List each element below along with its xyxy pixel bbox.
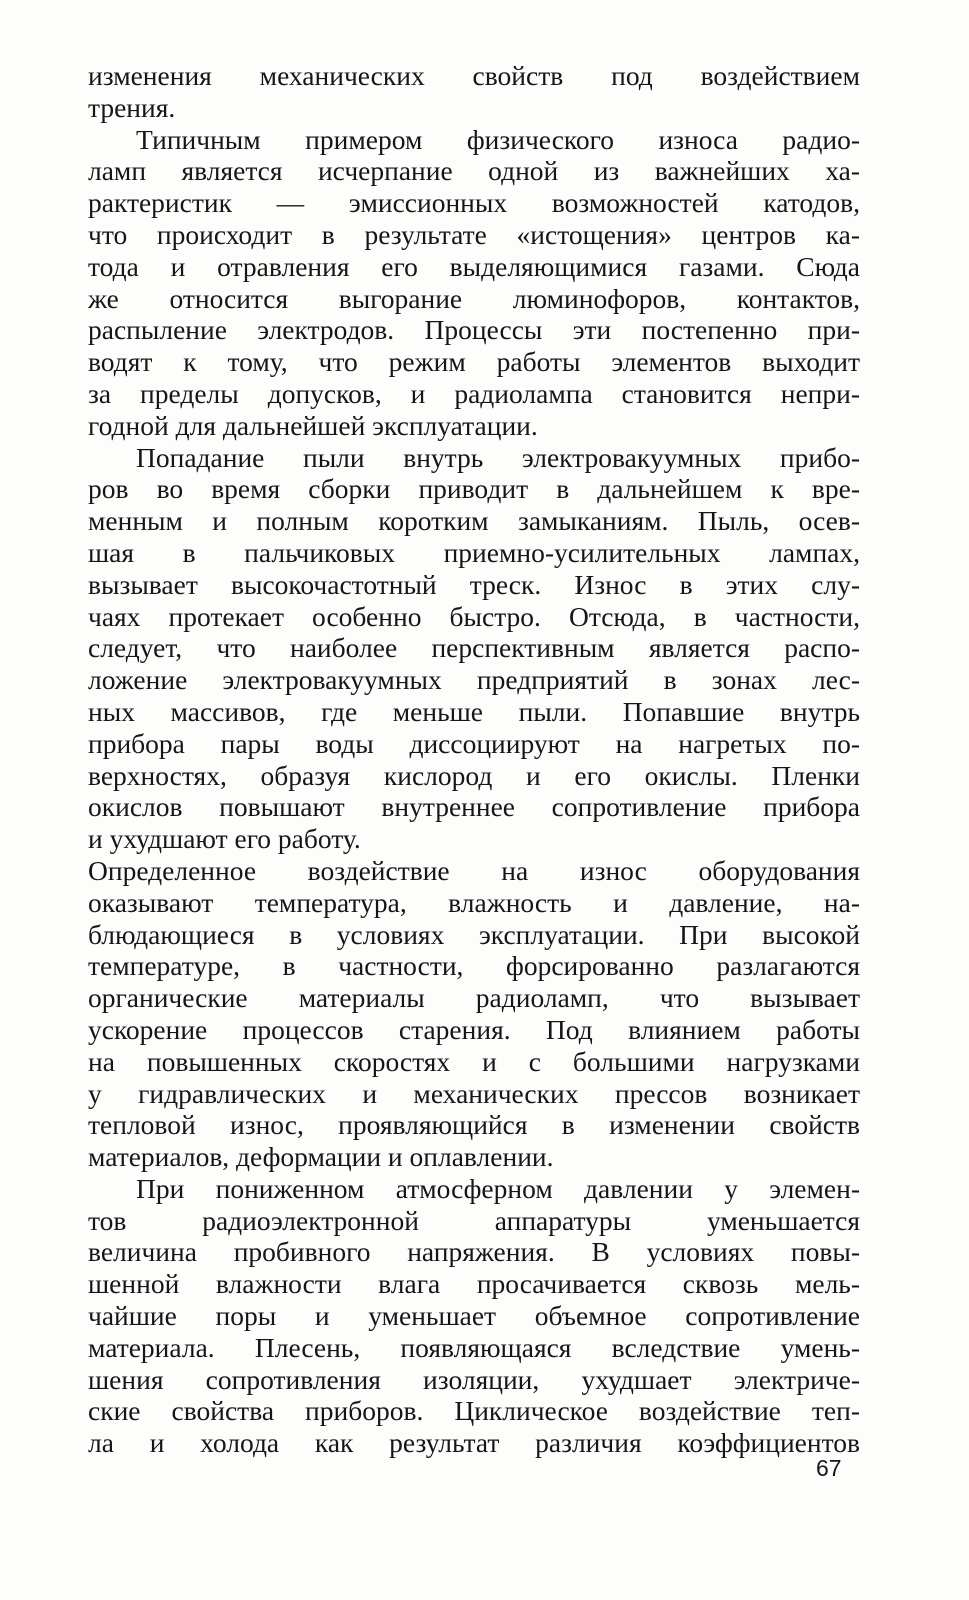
text-line: оказывают температура, влажность и давление, на- [88, 886, 860, 918]
text-line: величина пробивного напряжения. В условиях повы- [88, 1236, 860, 1268]
text-line: ложение электровакуумных предприятий в зонах лес- [88, 664, 860, 696]
text-line: чайшие поры и уменьшает объемное сопротивление [88, 1300, 860, 1332]
text-line: распыление электродов. Процессы эти постепенно при- [88, 314, 860, 346]
text-line: тепловой износ, проявляющийся в изменении свойств [88, 1109, 860, 1141]
text-line: изменения механических свойств под воздействием [88, 60, 860, 91]
text-line: ские свойства приборов. Циклическое воздействие теп- [88, 1395, 860, 1427]
text-line: на повышенных скоростях и с большими нагрузками [88, 1045, 860, 1077]
text-line: прибора пары воды диссоциируют на нагретых по- [88, 727, 860, 759]
text-line: водят к тому, что режим работы элементов выходит [88, 346, 860, 378]
text-line: ных массивов, где меньше пыли. Попавшие внутрь [88, 695, 860, 727]
text-line: рактеристик — эмиссионных возможностей катодов, [88, 187, 860, 219]
text-line: годной для дальнейшей эксплуатации. [88, 409, 538, 441]
text-line: блюдающиеся в условиях эксплуатации. При высокой [88, 918, 860, 950]
text-line: следует, что наиболее перспективным является распо- [88, 632, 860, 664]
text-line: Попадание пыли внутрь электровакуумных прибо- [136, 441, 860, 473]
text-line: шения сопротивления изоляции, ухудшает электриче- [88, 1363, 860, 1395]
text-line: ускорение процессов старения. Под влиянием работы [88, 1013, 860, 1045]
text-line: Определенное воздействие на износ оборудования [88, 854, 860, 886]
text-line: тов радиоэлектронной аппаратуры уменьшается [88, 1204, 860, 1236]
text-line: шая в пальчиковых приемно-усилительных лампах, [88, 536, 860, 568]
text-line: чаях протекает особенно быстро. Отсюда, в частности, [88, 600, 860, 632]
text-line: окислов повышают внутреннее сопротивление прибора [88, 791, 860, 823]
text-line: Типичным примером физического износа радио- [136, 123, 860, 155]
text-line: трения. [88, 91, 176, 123]
text-line: у гидравлических и механических прессов возникает [88, 1077, 860, 1109]
text-line: органические материалы радиоламп, что вызывает [88, 982, 860, 1014]
text-line: менным и полным коротким замыканиям. Пыль, осев- [88, 505, 860, 537]
text-line: верхностях, образуя кислород и его окислы. Пленки [88, 759, 860, 791]
text-line: материала. Плесень, появляющаяся вследствие умень- [88, 1331, 860, 1363]
text-line: вызывает высокочастотный треск. Износ в этих слу- [88, 568, 860, 600]
text-line: и ухудшают его работу. [88, 823, 361, 855]
text-line: за пределы допусков, и радиолампа становится непри- [88, 377, 860, 409]
text-line: материалов, деформации и оплавлении. [88, 1141, 554, 1173]
text-line: ров во время сборки приводит в дальнейшем к вре- [88, 473, 860, 505]
text-line: же относится выгорание люминофоров, контактов, [88, 282, 860, 314]
text-line: тода и отравления его выделяющимися газами. Сюда [88, 250, 860, 282]
text-line: температуре, в частности, форсированно разлагаются [88, 950, 860, 982]
page-number: 67 [816, 1455, 842, 1481]
body-text [88, 60, 860, 1459]
text-line: При пониженном атмосферном давлении у элемен- [136, 1172, 860, 1204]
text-line: ла и холода как результат различия коэффициентов [88, 1427, 860, 1459]
text-line: шенной влажности влага просачивается сквозь мель- [88, 1268, 860, 1300]
text-line: ламп является исчерпание одной из важнейших ха- [88, 155, 860, 187]
text-line: что происходит в результате «истощения» центров ка- [88, 218, 860, 250]
